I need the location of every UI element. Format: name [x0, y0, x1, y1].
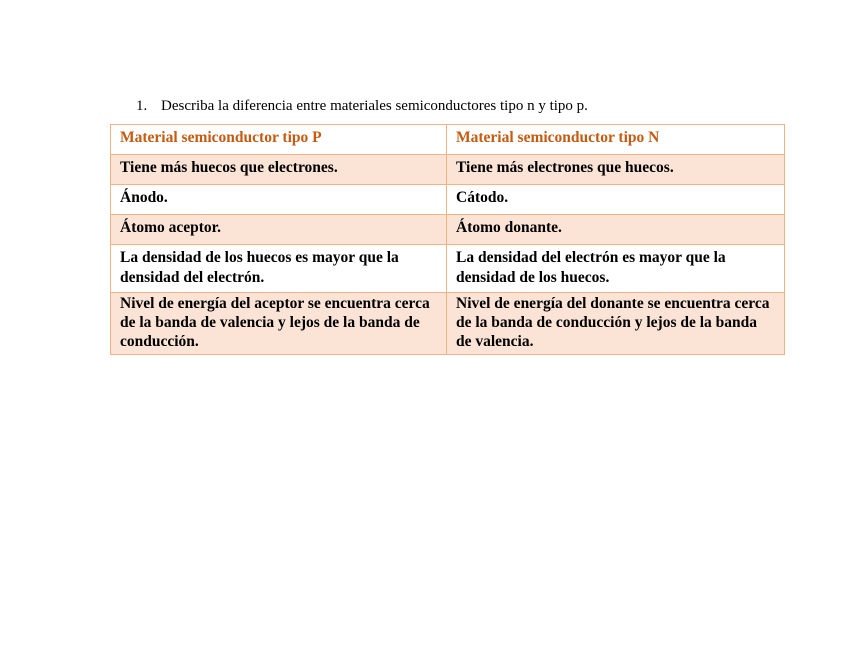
cell-tipo-p: Ánodo. [111, 185, 447, 215]
table-row [111, 155, 785, 185]
header-tipo-p: Material semiconductor tipo P [111, 125, 447, 155]
cell-tipo-n: Cátodo. [447, 185, 785, 215]
question-number: 1. [136, 98, 148, 114]
cell-tipo-n: La densidad del electrón es mayor que la densidad de los huecos. [447, 245, 785, 293]
cell-tipo-n: Tiene más electrones que huecos. [447, 155, 785, 185]
cell-tipo-p: La densidad de los huecos es mayor que la densidad del electrón. [111, 245, 447, 293]
comparison-table [110, 124, 785, 355]
cell-tipo-p: Tiene más huecos que electrones. [111, 155, 447, 185]
table-row [111, 215, 785, 245]
table-row [111, 245, 785, 293]
header-tipo-n: Material semiconductor tipo N [447, 125, 785, 155]
cell-tipo-n: Nivel de energía del donante se encuentra cerca de la banda de conducción y lejos de la banda de valencia. [447, 293, 785, 355]
table-row [111, 293, 785, 355]
table-header-row [111, 125, 785, 155]
table-row [111, 185, 785, 215]
cell-tipo-p: Nivel de energía del aceptor se encuentra cerca de la banda de valencia y lejos de la banda de conducción. [111, 293, 447, 355]
question-line [136, 96, 588, 116]
question-text: Describa la diferencia entre materiales semiconductores tipo n y tipo p. [161, 98, 588, 114]
cell-tipo-n: Átomo donante. [447, 215, 785, 245]
cell-tipo-p: Átomo aceptor. [111, 215, 447, 245]
